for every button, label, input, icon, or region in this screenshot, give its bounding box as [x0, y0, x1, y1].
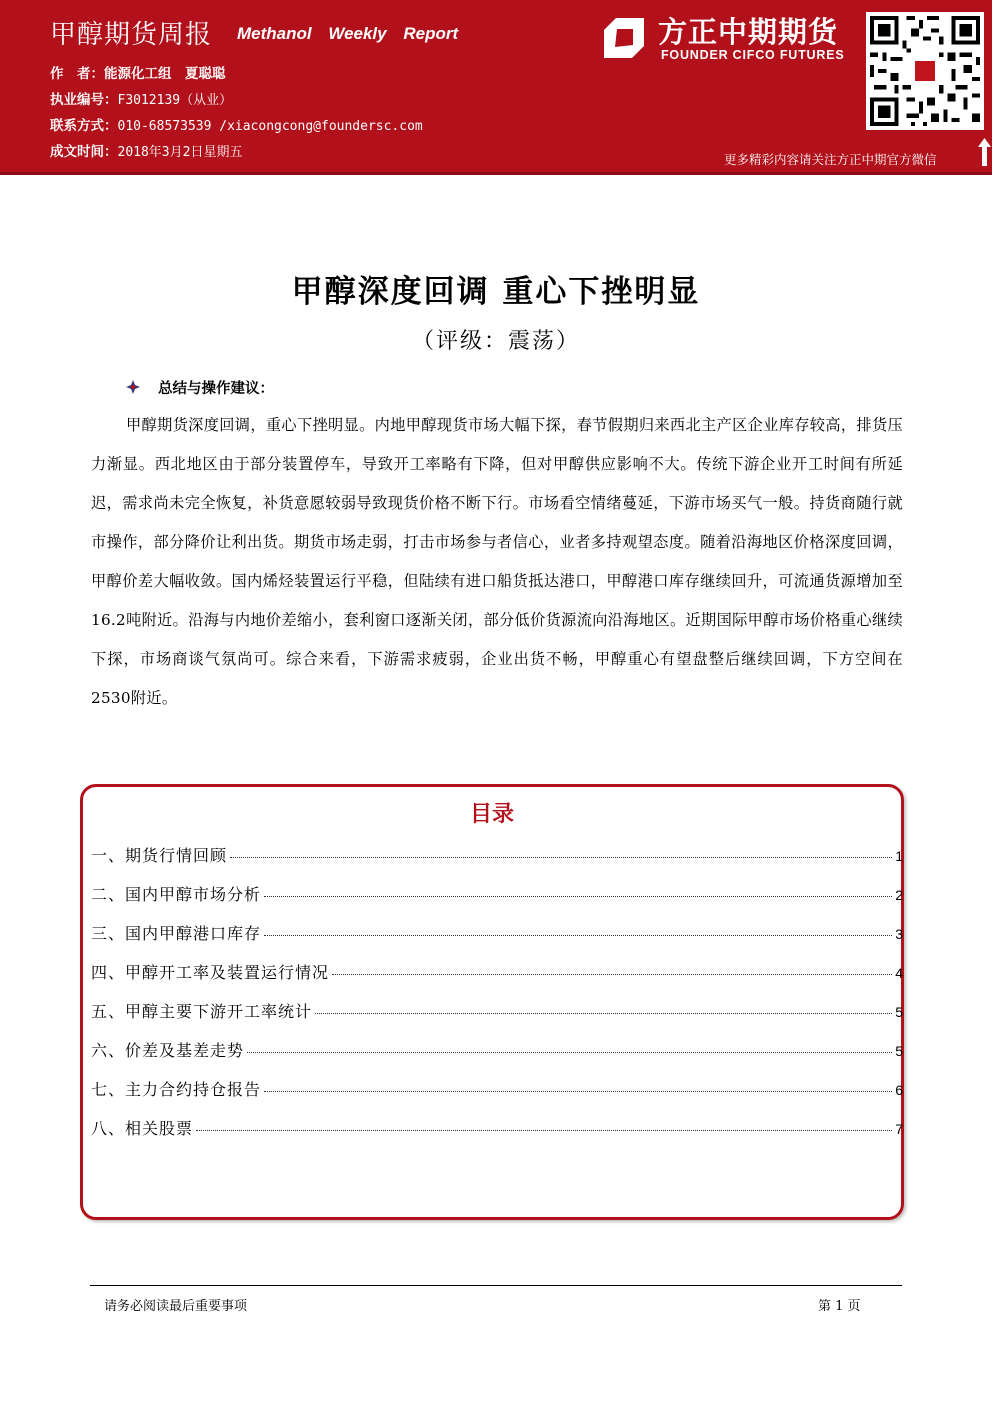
main-title: 甲醇深度回调 重心下挫明显: [291, 274, 701, 310]
contact-value: 010-68573539 /xiacongcong@foundersc.com: [117, 119, 423, 134]
qr-code-icon[interactable]: [866, 12, 984, 130]
toc-leader: [230, 857, 892, 858]
toc-item[interactable]: [91, 1038, 903, 1077]
toc-item-page: 2: [895, 887, 903, 903]
report-title: 甲醇期货周报: [50, 20, 213, 50]
toc-item[interactable]: [91, 999, 903, 1038]
license-label: 执业编号：: [50, 92, 118, 108]
toc-item-label: 三、国内甲醇港口库存: [91, 924, 262, 943]
toc-title: 目录: [469, 802, 514, 827]
up-arrow-icon: [977, 137, 992, 167]
footer-divider: [90, 1285, 902, 1286]
toc-item-page: 5: [895, 1004, 903, 1020]
logo-en: FOUNDER CIFCO FUTURES: [661, 48, 845, 62]
table-of-contents: [80, 784, 904, 1220]
toc-leader: [264, 896, 892, 897]
toc-leader: [315, 1013, 892, 1014]
license-line: [50, 88, 232, 108]
report-header: [0, 0, 992, 172]
page-number: 第 1 页: [818, 1299, 861, 1314]
toc-item-page: 7: [895, 1121, 903, 1137]
follow-wechat-text: 更多精彩内容请关注方正中期官方微信: [724, 152, 937, 167]
toc-item-page: 1: [895, 848, 903, 864]
toc-item-label: 七、主力合约持仓报告: [91, 1080, 262, 1099]
toc-leader: [196, 1130, 892, 1131]
toc-leader: [264, 935, 892, 936]
summary-paragraph: 甲醇期货深度回调，重心下挫明显。内地甲醇现货市场大幅下探，春节假期归来西北主产区企业库存较高，排货压力渐显。西北地区由于部分装置停车，导致开工率略有下降，但对甲醇供应影响不大。传统下游企业开工时间有所延迟，需求尚未完全恢复，补货意愿较弱导致现货价格不断下行。市场看空情绪蔓延，下游市场买气一般。持货商随行就市操作，部分降价让利出货。期货市场走弱，打击市场参与者信心，业者多持观望态度。随着沿海地区价格深度回调，甲醇价差大幅收敛。国内烯烃装置运行平稳，但陆续有进口船货抵达港口，甲醇港口库存继续回升，可流通货源增加至16.2吨附近。沿海与内地价差缩小，套利窗口逐渐关闭，部分低价货源流向沿海地区。近期国际甲醇市场价格重心继续下探，市场商谈气氛尚可。综合来看，下游需求疲弱，企业出货不畅，甲醇重心有望盘整后继续回调，下方空间在2530附近。: [91, 416, 903, 707]
toc-item[interactable]: [91, 882, 903, 921]
license-value: F3012139（从业）: [117, 93, 233, 108]
footer-notice: 请务必阅读最后重要事项: [104, 1299, 248, 1314]
toc-item-page: 4: [895, 965, 903, 981]
toc-leader: [332, 974, 892, 975]
toc-leader: [247, 1052, 892, 1053]
summary-heading-text: 总结与操作建议：: [158, 381, 274, 397]
toc-list: [91, 843, 903, 1155]
header-divider: [0, 172, 992, 175]
bullet-diamond-icon: [126, 380, 140, 394]
summary-heading: [126, 377, 274, 398]
toc-item[interactable]: [91, 843, 903, 882]
toc-item-label: 八、相关股票: [91, 1119, 194, 1138]
logo-cn: 方正中期期货: [658, 15, 839, 49]
date-label: 成文时间：: [50, 144, 118, 160]
report-title-en: Methanol Weekly Report: [237, 24, 459, 43]
contact-line: [50, 114, 423, 134]
toc-leader: [264, 1091, 892, 1092]
author-line: [50, 62, 226, 82]
toc-item[interactable]: [91, 921, 903, 960]
toc-item-label: 四、甲醇开工率及装置运行情况: [91, 963, 330, 982]
toc-item-label: 五、甲醇主要下游开工率统计: [91, 1002, 313, 1021]
toc-item-label: 二、国内甲醇市场分析: [91, 885, 262, 904]
date-line: [50, 140, 242, 160]
toc-item-label: 六、价差及基差走势: [91, 1041, 245, 1060]
toc-item[interactable]: [91, 1077, 903, 1116]
rating: （评级：震荡）: [411, 329, 580, 354]
author-label: 作 者：: [50, 66, 104, 82]
toc-item-label: 一、期货行情回顾: [91, 846, 228, 865]
founder-logo-icon: [602, 16, 646, 60]
toc-item[interactable]: [91, 1116, 903, 1155]
toc-item[interactable]: [91, 960, 903, 999]
author-value: 能源化工组 夏聪聪: [104, 66, 226, 82]
toc-item-page: 3: [895, 926, 903, 942]
date-value: 2018年3月2日星期五: [117, 145, 243, 160]
toc-item-page: 6: [895, 1082, 903, 1098]
toc-item-page: 5: [895, 1043, 903, 1059]
contact-label: 联系方式：: [50, 118, 118, 134]
